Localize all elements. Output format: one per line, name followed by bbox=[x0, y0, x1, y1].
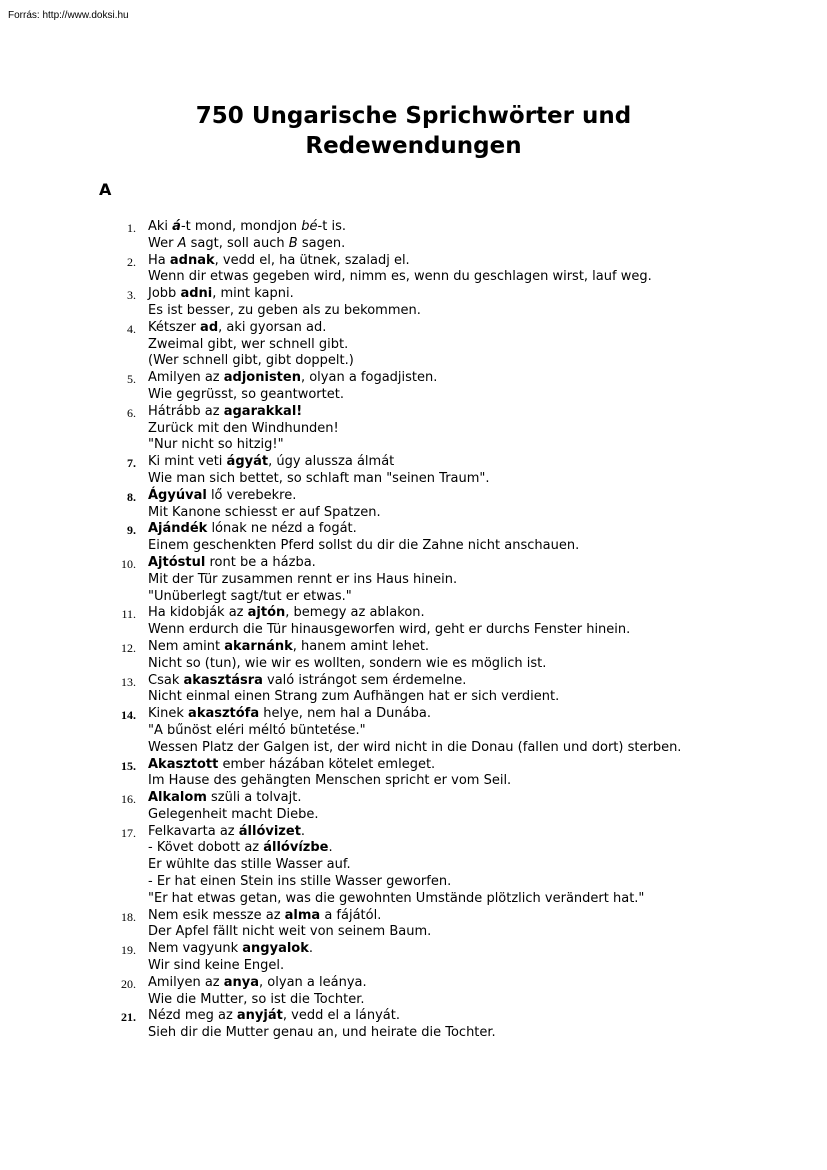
keyword: adni bbox=[180, 286, 213, 302]
proverb-entry bbox=[0, 605, 827, 639]
text-segment: Zurück mit den Windhunden! bbox=[148, 420, 339, 436]
entry-number: 14. bbox=[121, 708, 136, 723]
proverb-entry bbox=[0, 824, 827, 908]
proverb-translation bbox=[148, 538, 827, 555]
text-segment: szüli a tolvajt. bbox=[206, 790, 302, 806]
keyword: ad bbox=[200, 319, 219, 335]
proverb-translation bbox=[148, 807, 827, 824]
proverb-hungarian bbox=[148, 555, 827, 572]
proverb-entry bbox=[0, 521, 827, 555]
text-segment: a fájától. bbox=[320, 907, 382, 923]
entry-number: 12. bbox=[121, 640, 136, 655]
text-segment: Der Apfel fällt nicht weit von seinem Baum. bbox=[148, 924, 432, 940]
proverb-translation bbox=[148, 337, 827, 354]
text-segment: , hanem amint lehet. bbox=[292, 638, 430, 654]
text-segment: Es ist besser, zu geben als zu bekommen. bbox=[148, 302, 421, 318]
proverb-hungarian bbox=[148, 824, 827, 841]
proverb-hungarian bbox=[148, 639, 827, 656]
text-segment: , bemegy az ablakon. bbox=[285, 605, 425, 621]
proverb-translation bbox=[148, 740, 827, 757]
text-segment: Jobb bbox=[148, 286, 181, 302]
proverb-hungarian bbox=[148, 757, 827, 774]
proverb-translation bbox=[148, 589, 827, 606]
text-segment: Wessen Platz der Galgen ist, der wird nicht in die Donau (fallen und dort) sterben. bbox=[148, 739, 682, 755]
keyword: Akasztott bbox=[148, 756, 219, 772]
proverb-translation bbox=[148, 656, 827, 673]
section-letter: A bbox=[99, 180, 112, 199]
proverb-translation bbox=[148, 924, 827, 941]
text-segment: ront be a házba. bbox=[205, 554, 316, 570]
entry-number: 10. bbox=[121, 556, 136, 571]
proverb-translation bbox=[148, 353, 827, 370]
proverb-hungarian bbox=[148, 1008, 827, 1025]
keyword: anya bbox=[223, 974, 260, 990]
proverb-translation bbox=[148, 303, 827, 320]
proverb-entry bbox=[0, 404, 827, 454]
proverb-hungarian bbox=[148, 370, 827, 387]
proverb-entry bbox=[0, 639, 827, 673]
text-segment: Wer bbox=[148, 235, 178, 251]
keyword: Ajándék bbox=[148, 521, 208, 537]
proverb-translation bbox=[148, 723, 827, 740]
proverb-entry bbox=[0, 286, 827, 320]
proverb-hungarian bbox=[148, 975, 827, 992]
proverb-entry bbox=[0, 941, 827, 975]
keyword: akasztófa bbox=[188, 706, 260, 722]
text-segment: Gelegenheit macht Diebe. bbox=[148, 806, 319, 822]
entry-number: 1. bbox=[127, 221, 136, 235]
text-segment: . bbox=[300, 823, 306, 839]
entry-number: 3. bbox=[127, 288, 136, 303]
text-segment: "Er hat etwas getan, was die gewohnten Umstände plötzlich verändert hat." bbox=[148, 890, 645, 906]
keyword: A bbox=[177, 235, 187, 251]
entry-number: 17. bbox=[121, 825, 136, 840]
proverb-entry bbox=[0, 488, 827, 522]
text-segment: -t mond, mondjon bbox=[180, 219, 302, 234]
entry-number: 11. bbox=[121, 607, 136, 622]
proverb-entry bbox=[0, 555, 827, 605]
proverb-translation bbox=[148, 857, 827, 874]
proverb-entry bbox=[0, 673, 827, 707]
text-segment: "A bűnöst eléri méltó büntetése." bbox=[148, 722, 366, 738]
proverb-hungarian bbox=[148, 219, 827, 236]
proverb-entry bbox=[0, 454, 827, 488]
text-segment: Ha kidobják az bbox=[148, 605, 248, 621]
text-segment: Wie die Mutter, so ist die Tochter. bbox=[148, 991, 365, 1007]
source-link: Forrás: http://www.doksi.hu bbox=[8, 10, 129, 21]
text-segment: Amilyen az bbox=[148, 974, 224, 990]
proverb-hungarian bbox=[148, 320, 827, 337]
proverb-hungarian bbox=[148, 706, 827, 723]
entry-number: 18. bbox=[121, 909, 136, 924]
proverb-translation bbox=[148, 622, 827, 639]
proverb-translation bbox=[148, 269, 827, 286]
text-segment: Kinek bbox=[148, 706, 189, 722]
text-segment: Im Hause des gehängten Menschen spricht er vom Seil. bbox=[148, 773, 512, 789]
keyword: ágyát bbox=[226, 454, 269, 470]
proverb-translation bbox=[148, 236, 827, 253]
proverb-hungarian bbox=[148, 941, 827, 958]
text-segment: Mit der Tür zusammen rennt er ins Haus hinein. bbox=[148, 571, 458, 587]
text-segment: Wenn erdurch die Tür hinausgeworfen wird, geht er durchs Fenster hinein. bbox=[148, 622, 631, 638]
keyword: B bbox=[288, 235, 298, 251]
proverb-entry bbox=[0, 320, 827, 370]
text-segment: , vedd el a lányát. bbox=[282, 1008, 400, 1024]
entry-number: 4. bbox=[127, 321, 136, 336]
entry-number: 21. bbox=[121, 1010, 136, 1025]
proverb-hungarian bbox=[148, 286, 827, 303]
text-segment: ember házában kötelet emleget. bbox=[218, 756, 436, 772]
proverb-entry bbox=[0, 975, 827, 1009]
document-title bbox=[0, 101, 827, 161]
text-segment: Ki mint veti bbox=[148, 454, 227, 470]
proverb-translation bbox=[148, 992, 827, 1009]
proverb-translation bbox=[148, 1025, 827, 1042]
proverb-entry bbox=[0, 253, 827, 287]
text-segment: Amilyen az bbox=[148, 370, 224, 386]
text-segment: Ha bbox=[148, 252, 170, 268]
text-segment: -t is. bbox=[317, 219, 346, 234]
title-line: Redewendungen bbox=[305, 133, 522, 159]
text-segment: Felkavarta az bbox=[148, 823, 239, 839]
proverb-translation bbox=[148, 505, 827, 522]
text-segment: Sieh dir die Mutter genau an, und heirate die Tochter. bbox=[148, 1025, 496, 1041]
proverb-hungarian bbox=[148, 908, 827, 925]
proverb-hungarian bbox=[148, 404, 827, 421]
text-segment: (Wer schnell gibt, gibt doppelt.) bbox=[148, 353, 354, 369]
keyword: Ajtóstul bbox=[148, 554, 206, 570]
text-segment: , olyan a fogadjisten. bbox=[300, 370, 438, 386]
entry-number: 7. bbox=[127, 456, 136, 471]
keyword: állóvízbe bbox=[263, 840, 329, 856]
text-segment: Mit Kanone schiesst er auf Spatzen. bbox=[148, 504, 381, 520]
text-segment: lónak ne nézd a fogát. bbox=[207, 521, 357, 537]
proverb-entry bbox=[0, 908, 827, 942]
entry-number: 8. bbox=[127, 489, 136, 504]
proverb-entry bbox=[0, 370, 827, 404]
proverb-entry bbox=[0, 219, 827, 253]
text-segment: . bbox=[308, 941, 314, 957]
text-segment: , úgy alussza álmát bbox=[268, 454, 395, 470]
proverb-translation bbox=[148, 689, 827, 706]
text-segment: , vedd el, ha ütnek, szaladj el. bbox=[214, 252, 410, 268]
text-segment: "Nur nicht so hitzig!" bbox=[148, 437, 284, 453]
keyword: akasztásra bbox=[183, 672, 263, 688]
text-segment: Nem vagyunk bbox=[148, 941, 243, 957]
text-segment: Csak bbox=[148, 672, 184, 688]
text-segment: helye, nem hal a Dunába. bbox=[259, 706, 431, 722]
proverb-hungarian bbox=[148, 454, 827, 471]
text-segment: Nicht so (tun), wie wir es wollten, sondern wie es möglich ist. bbox=[148, 655, 547, 671]
text-segment: Zweimal gibt, wer schnell gibt. bbox=[148, 336, 349, 352]
proverb-translation bbox=[148, 874, 827, 891]
proverb-translation bbox=[148, 572, 827, 589]
text-segment: , olyan a leánya. bbox=[259, 974, 367, 990]
proverb-translation bbox=[148, 387, 827, 404]
entry-number: 13. bbox=[121, 674, 136, 689]
text-segment: , aki gyorsan ad. bbox=[218, 319, 327, 335]
keyword: Alkalom bbox=[148, 790, 207, 806]
text-segment: . bbox=[328, 840, 333, 856]
keyword: agarakkal! bbox=[223, 403, 303, 419]
proverb-translation bbox=[148, 773, 827, 790]
proverb-entry bbox=[0, 757, 827, 791]
proverb-translation bbox=[148, 840, 827, 857]
keyword: bé bbox=[301, 219, 318, 234]
proverb-list bbox=[0, 219, 827, 1042]
text-segment: "Unüberlegt sagt/tut er etwas." bbox=[148, 588, 352, 604]
title-line: 750 Ungarische Sprichwörter und bbox=[195, 103, 632, 129]
proverb-translation bbox=[148, 421, 827, 438]
keyword: Ágyúval bbox=[148, 487, 207, 503]
keyword: angyalok bbox=[242, 941, 309, 957]
text-segment: Nicht einmal einen Strang zum Aufhängen hat er sich verdient. bbox=[148, 689, 560, 705]
text-segment: Hátrább az bbox=[148, 403, 224, 419]
entry-number: 5. bbox=[127, 372, 136, 387]
proverb-hungarian bbox=[148, 790, 827, 807]
text-segment: Wie man sich bettet, so schlaft man "seinen Traum". bbox=[148, 470, 490, 486]
text-segment: való istrángot sem érdemelne. bbox=[262, 672, 467, 688]
keyword: akarnánk bbox=[224, 638, 293, 654]
entry-number: 15. bbox=[121, 758, 136, 773]
proverb-hungarian bbox=[148, 521, 827, 538]
proverb-hungarian bbox=[148, 488, 827, 505]
text-segment: - Er hat einen Stein ins stille Wasser geworfen. bbox=[148, 874, 452, 890]
proverb-translation bbox=[148, 891, 827, 908]
entry-number: 19. bbox=[121, 943, 136, 958]
text-segment: Nézd meg az bbox=[148, 1008, 237, 1024]
proverb-translation bbox=[148, 437, 827, 454]
text-segment: Nem amint bbox=[148, 638, 225, 654]
proverb-entry bbox=[0, 706, 827, 756]
keyword: anyját bbox=[236, 1008, 283, 1024]
proverb-hungarian bbox=[148, 673, 827, 690]
proverb-hungarian bbox=[148, 605, 827, 622]
text-segment: - Követ dobott az bbox=[148, 840, 264, 856]
keyword: állóvizet bbox=[238, 823, 301, 839]
text-segment: sagt, soll auch bbox=[186, 235, 289, 251]
proverb-entry bbox=[0, 790, 827, 824]
keyword: adjonisten bbox=[223, 370, 301, 386]
entry-number: 9. bbox=[127, 523, 136, 538]
proverb-entry bbox=[0, 1008, 827, 1042]
keyword: adnak bbox=[169, 252, 215, 268]
entry-number: 20. bbox=[121, 976, 136, 991]
proverb-translation bbox=[148, 958, 827, 975]
entry-number: 16. bbox=[121, 792, 136, 807]
text-segment: Nem esik messze az bbox=[148, 907, 285, 923]
keyword: alma bbox=[284, 907, 321, 923]
keyword: á bbox=[172, 219, 181, 234]
text-segment: Wir sind keine Engel. bbox=[148, 958, 285, 974]
text-segment: Er wühlte das stille Wasser auf. bbox=[148, 857, 351, 873]
text-segment: lő verebekre. bbox=[206, 487, 297, 503]
text-segment: Wenn dir etwas gegeben wird, nimm es, wenn du geschlagen wirst, lauf weg. bbox=[148, 269, 652, 285]
text-segment: , mint kapni. bbox=[212, 286, 294, 302]
entry-number: 6. bbox=[127, 405, 136, 420]
proverb-translation bbox=[148, 471, 827, 488]
keyword: ajtón bbox=[247, 605, 286, 621]
proverb-hungarian bbox=[148, 253, 827, 270]
text-segment: Einem geschenkten Pferd sollst du dir die Zahne nicht anschauen. bbox=[148, 538, 580, 554]
text-segment: Kétszer bbox=[148, 319, 201, 335]
text-segment: Wie gegrüsst, so geantwortet. bbox=[148, 386, 344, 402]
entry-number: 2. bbox=[127, 254, 136, 269]
text-segment: sagen. bbox=[297, 235, 346, 251]
text-segment: Aki bbox=[148, 219, 173, 234]
